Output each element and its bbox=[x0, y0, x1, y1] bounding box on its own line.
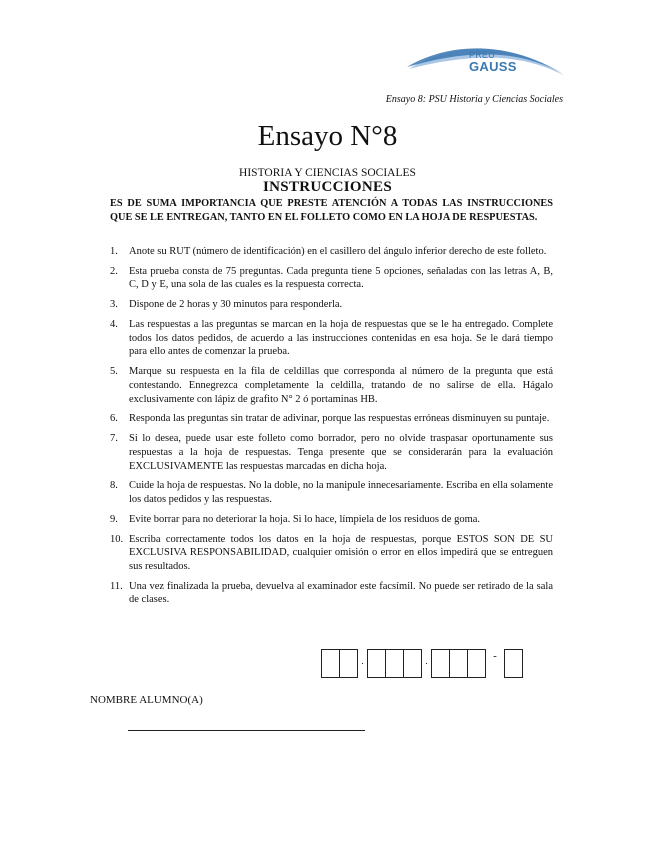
rut-group-3 bbox=[431, 649, 486, 678]
rut-digit-box[interactable] bbox=[467, 649, 485, 678]
rut-boxes[interactable] bbox=[321, 649, 523, 678]
instructions-list bbox=[110, 245, 553, 613]
rut-digit-box[interactable] bbox=[367, 649, 385, 678]
instruction-number: 4. bbox=[110, 319, 118, 331]
instruction-text: Anote su RUT (número de identificación) en el casillero del ángulo inferior derecho de este folleto. bbox=[129, 246, 547, 257]
instruction-item bbox=[110, 365, 553, 406]
instruction-number: 6. bbox=[110, 413, 118, 425]
rut-group-2 bbox=[367, 649, 422, 678]
rut-dot-separator: . bbox=[361, 656, 364, 666]
rut-digit-box[interactable] bbox=[321, 649, 339, 678]
instruction-number: 9. bbox=[110, 513, 118, 525]
instruction-text: Si lo desea, puede usar este folleto como borrador, pero no olvide traspasar oportunamente sus respuestas a la hoja de respuestas. Tenga presente que se considerarán para la evaluación EXCLUSIVAMENTE las respuestas marcadas en dicha hoja. bbox=[129, 433, 553, 472]
instruction-item bbox=[110, 479, 553, 506]
instruction-text: Marque su respuesta en la fila de celdillas que corresponda al número de la pregunta que está contestando. Ennegrezca completamente la celdilla, tratando de no salirse de ella. Hágalo exclusivamente con lápiz de grafito N° 2 ó portaminas HB. bbox=[129, 366, 553, 405]
instruction-text: Las respuestas a las preguntas se marcan en la hoja de respuestas que se le ha entregado. Complete todos los datos pedidos, de acuerdo a las instrucciones contenidas en esa hoja. Se le dará tiempo para ello antes de comenzar la prueba. bbox=[129, 319, 553, 358]
instruction-item bbox=[110, 298, 553, 312]
intro-paragraph: ES DE SUMA IMPORTANCIA QUE PRESTE ATENCIÓN A TODAS LAS INSTRUCCIONES QUE SE LE ENTREGAN, TANTO EN EL FOLLETO COMO EN LA HOJA DE RESPUESTAS. bbox=[110, 198, 553, 223]
rut-group-1 bbox=[321, 649, 358, 678]
rut-digit-box[interactable] bbox=[339, 649, 357, 678]
rut-digit-box[interactable] bbox=[431, 649, 449, 678]
instruction-text: Dispone de 2 horas y 30 minutos para responderla. bbox=[129, 299, 343, 311]
logo-line-preu: PREU bbox=[469, 50, 495, 60]
subject-subtitle: HISTORIA Y CIENCIAS SOCIALES bbox=[239, 167, 416, 179]
rut-dash-separator: - bbox=[493, 650, 497, 662]
running-header: Ensayo 8: PSU Historia y Ciencias Sociales bbox=[385, 94, 563, 105]
logo-wordmark bbox=[469, 51, 517, 73]
instruction-number: 11. bbox=[110, 580, 123, 592]
rut-digit-box[interactable] bbox=[403, 649, 421, 678]
page-title: Ensayo N°8 bbox=[257, 120, 398, 152]
instruction-number: 8. bbox=[110, 480, 118, 492]
instruction-text: Cuide la hoja de respuestas. No la doble, no la manipule innecesariamente. Escriba en ella solamente los datos pedidos y las respuestas. bbox=[129, 480, 553, 505]
instruction-number: 7. bbox=[110, 433, 118, 445]
instruction-item bbox=[110, 265, 553, 292]
instruction-number: 10. bbox=[110, 533, 124, 545]
instruction-text: Una vez finalizada la prueba, devuelva al examinador este facsímil. No puede ser retirado de la sala de clases. bbox=[129, 580, 553, 606]
rut-check-digit-box[interactable] bbox=[504, 649, 522, 678]
instruction-item bbox=[110, 513, 553, 527]
student-name-line[interactable] bbox=[128, 730, 365, 731]
instruction-item bbox=[110, 432, 553, 473]
instruction-number: 5. bbox=[110, 366, 118, 378]
instruction-text: Evite borrar para no deteriorar la hoja. Si lo hace, límpiela de los residuos de goma. bbox=[129, 513, 481, 525]
preu-gauss-logo bbox=[405, 36, 567, 86]
instruction-item bbox=[110, 580, 553, 607]
rut-check-digit-group bbox=[504, 649, 523, 678]
rut-digit-box[interactable] bbox=[449, 649, 467, 678]
instruction-text: Responda las preguntas sin tratar de adivinar, porque las respuestas erróneas disminuyen su puntaje. bbox=[129, 413, 550, 425]
rut-dot-separator: . bbox=[425, 656, 428, 666]
instruction-item bbox=[110, 533, 553, 574]
instruction-text: Escriba correctamente todos los datos en la hoja de respuestas, porque ESTOS SON DE SU EXCLUSIVA RESPONSABILIDAD, cualquier omisión o error en ellos impedirá que se entreguen sus resultados. bbox=[129, 533, 553, 572]
instruction-item bbox=[110, 412, 553, 426]
instruction-number: 2. bbox=[110, 265, 118, 277]
instruction-item bbox=[110, 245, 553, 259]
instruction-number: 1. bbox=[110, 246, 118, 257]
logo-line-gauss: GAUSS bbox=[469, 59, 517, 74]
instruction-text: Esta prueba consta de 75 preguntas. Cada pregunta tiene 5 opciones, señaladas con las letras A, B, C, D y E, una sola de las cuales es la respuesta correcta. bbox=[129, 265, 553, 291]
instructions-heading: INSTRUCCIONES bbox=[263, 179, 392, 195]
instruction-item bbox=[110, 318, 553, 359]
rut-digit-box[interactable] bbox=[385, 649, 403, 678]
student-name-label: NOMBRE ALUMNO(A) bbox=[90, 694, 203, 706]
instruction-number: 3. bbox=[110, 299, 118, 311]
